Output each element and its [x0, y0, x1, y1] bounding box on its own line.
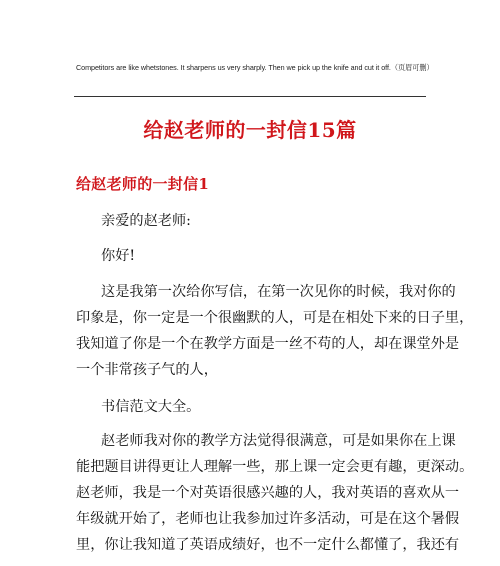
greeting-line: 亲爱的赵老师: [101, 213, 191, 229]
paragraph-2-line: 能把题目讲得更让人理解一些，那上课一定会更有趣，更深动。 [76, 459, 474, 475]
paragraph-1 [76, 279, 474, 383]
paragraph-1-line: 这是我第一次给你写信，在第一次见你的时候，我对你的 [101, 284, 456, 300]
document-title: 给赵老师的一封信15篇 [143, 118, 357, 142]
paragraph-1-line: 印象是，你一定是一个很幽默的人，可是在相处下来的日子里， [76, 310, 474, 326]
paragraph-2-line: 年级就开始了，老师也让我参加过许多活动，可是在这个暑假 [76, 511, 460, 527]
paragraph-2-line: 里，你让我知道了英语成绩好，也不一定什么都懂了，我还有 [76, 537, 460, 553]
note-line: 书信范文大全。 [101, 399, 201, 415]
paragraph-2-line: 赵老师，我是一个对英语很感兴趣的人，我对英语的喜欢从一 [76, 485, 460, 501]
header-quote: Competitors are like whetstones. It sharpens us very sharply. Then we pick up the knife and cut it off.（页眉可删） [76, 63, 434, 72]
paragraph-2 [76, 428, 474, 558]
salutation-line: 你好! [101, 248, 136, 264]
section-heading: 给赵老师的一封信1 [76, 175, 210, 193]
header-divider [74, 96, 426, 97]
paragraph-2-line: 赵老师我对你的教学方法觉得很满意，可是如果你在上课 [101, 433, 456, 449]
paragraph-1-line: 我知道了你是一个在教学方面是一丝不苟的人，却在课堂外是 [76, 336, 460, 352]
paragraph-1-line: 一个非常孩子气的人， [76, 362, 218, 378]
